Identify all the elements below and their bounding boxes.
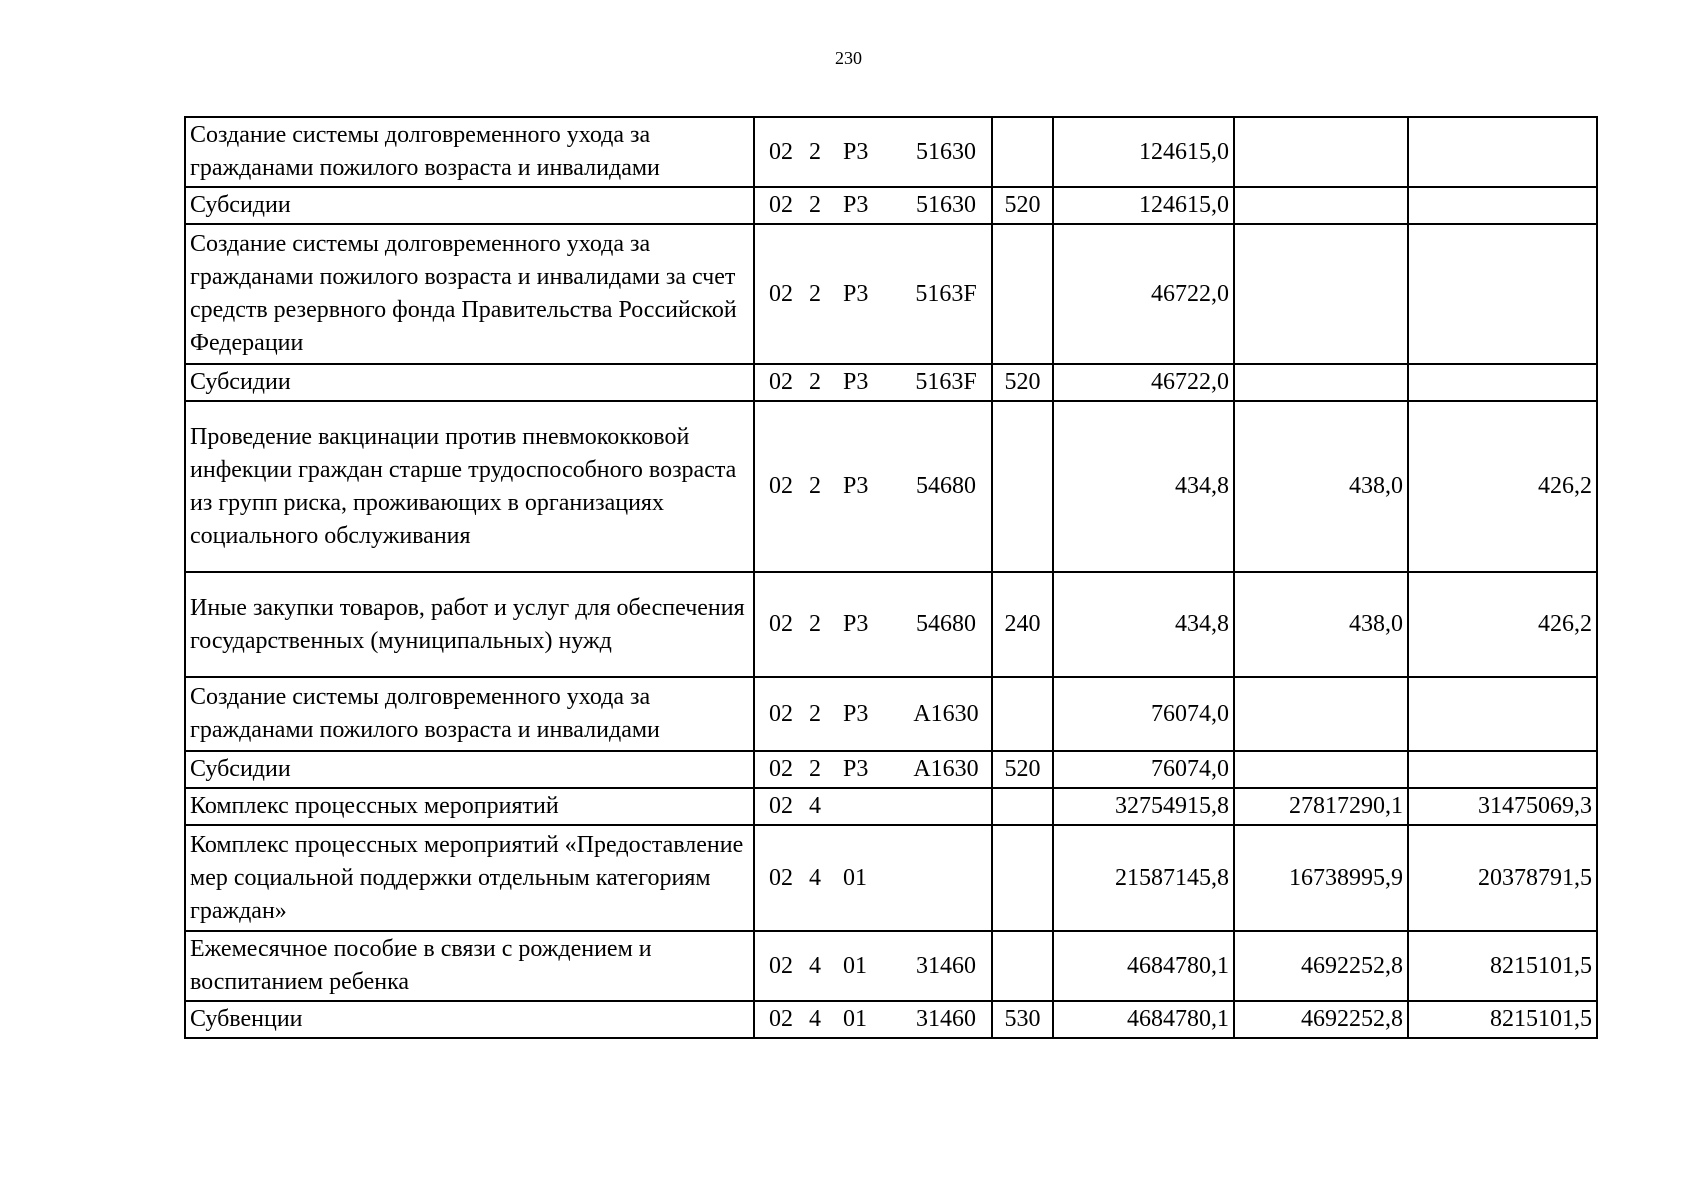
code-subprogram: 2 xyxy=(809,700,821,727)
table-row xyxy=(185,364,1597,401)
row-amount-year-1: 46722,0 xyxy=(1053,364,1234,401)
code-direction: Р3 xyxy=(843,138,869,165)
code-subprogram: 4 xyxy=(809,793,821,819)
code-subprogram: 2 xyxy=(809,192,821,218)
code-subprogram: 4 xyxy=(809,1006,821,1032)
code-subprogram: 2 xyxy=(809,756,821,782)
row-amount-year-2: 27817290,1 xyxy=(1234,788,1408,825)
row-amount-year-3 xyxy=(1408,677,1597,751)
code-item: 51630 xyxy=(916,192,976,218)
page-number: 230 xyxy=(835,48,862,68)
row-name-cell: Создание системы долговременного ухода за гражданами пожилого возраста и инвалидами за счет средств резервного фонда Правительства Российской Федерации xyxy=(185,224,754,364)
code-subprogram: 2 xyxy=(809,280,821,307)
row-code-cell xyxy=(754,931,992,1001)
code-program: 02 xyxy=(769,756,793,782)
row-name-cell: Субвенции xyxy=(185,1001,754,1038)
row-amount-year-3: 31475069,3 xyxy=(1408,788,1597,825)
code-direction: Р3 xyxy=(843,473,869,499)
row-name-cell: Комплекс процессных мероприятий «Предоставление мер социальной поддержки отдельным категориям граждан» xyxy=(185,825,754,931)
row-code-cell xyxy=(754,1001,992,1038)
code-item: А1630 xyxy=(913,756,979,782)
row-code-cell xyxy=(754,117,992,187)
table-row xyxy=(185,931,1597,1001)
row-code-cell xyxy=(754,187,992,224)
row-name-cell: Ежемесячное пособие в связи с рождением и воспитанием ребенка xyxy=(185,931,754,1001)
row-amount-year-1: 21587145,8 xyxy=(1053,825,1234,931)
row-expense-type-cell: 520 xyxy=(992,364,1053,401)
row-amount-year-3: 20378791,5 xyxy=(1408,825,1597,931)
row-amount-year-2: 438,0 xyxy=(1234,572,1408,677)
code-direction: Р3 xyxy=(843,700,869,727)
code-program: 02 xyxy=(769,473,793,499)
code-program: 02 xyxy=(769,952,793,979)
row-name-cell: Субсидии xyxy=(185,364,754,401)
row-amount-year-1: 124615,0 xyxy=(1053,117,1234,187)
code-item: 5163F xyxy=(915,369,977,395)
row-amount-year-2 xyxy=(1234,224,1408,364)
code-program: 02 xyxy=(769,611,793,637)
code-program: 02 xyxy=(769,192,793,218)
row-amount-year-1: 76074,0 xyxy=(1053,677,1234,751)
row-code-cell xyxy=(754,825,992,931)
row-expense-type-cell xyxy=(992,788,1053,825)
code-item: 51630 xyxy=(916,138,976,165)
row-amount-year-2: 4692252,8 xyxy=(1234,1001,1408,1038)
code-program: 02 xyxy=(769,1006,793,1032)
row-amount-year-3 xyxy=(1408,117,1597,187)
row-amount-year-3 xyxy=(1408,187,1597,224)
budget-table xyxy=(184,116,1598,1039)
row-amount-year-1: 4684780,1 xyxy=(1053,931,1234,1001)
code-subprogram: 4 xyxy=(809,952,821,979)
row-amount-year-2 xyxy=(1234,751,1408,788)
code-direction: Р3 xyxy=(843,369,869,395)
row-expense-type-cell: 240 xyxy=(992,572,1053,677)
code-item: А1630 xyxy=(913,700,979,727)
row-amount-year-1: 124615,0 xyxy=(1053,187,1234,224)
code-item: 5163F xyxy=(915,280,977,307)
table-row xyxy=(185,572,1597,677)
code-program: 02 xyxy=(769,369,793,395)
table-row xyxy=(185,1001,1597,1038)
row-amount-year-2: 4692252,8 xyxy=(1234,931,1408,1001)
code-subprogram: 4 xyxy=(809,864,821,891)
row-amount-year-2 xyxy=(1234,187,1408,224)
row-amount-year-1: 434,8 xyxy=(1053,572,1234,677)
row-name-cell: Субсидии xyxy=(185,751,754,788)
row-amount-year-3 xyxy=(1408,751,1597,788)
row-amount-year-3 xyxy=(1408,364,1597,401)
row-expense-type-cell xyxy=(992,931,1053,1001)
row-amount-year-2: 16738995,9 xyxy=(1234,825,1408,931)
row-expense-type-cell xyxy=(992,224,1053,364)
row-amount-year-3: 8215101,5 xyxy=(1408,931,1597,1001)
code-subprogram: 2 xyxy=(809,369,821,395)
row-expense-type-cell xyxy=(992,117,1053,187)
row-name-cell: Иные закупки товаров, работ и услуг для обеспечения государственных (муниципальных) нужд xyxy=(185,572,754,677)
code-program: 02 xyxy=(769,138,793,165)
code-program: 02 xyxy=(769,864,793,891)
row-name-cell: Комплекс процессных мероприятий xyxy=(185,788,754,825)
code-subprogram: 2 xyxy=(809,611,821,637)
row-expense-type-cell: 520 xyxy=(992,751,1053,788)
code-direction: 01 xyxy=(843,1006,867,1032)
code-program: 02 xyxy=(769,280,793,307)
budget-table-body xyxy=(185,117,1597,1038)
row-expense-type-cell: 530 xyxy=(992,1001,1053,1038)
code-subprogram: 2 xyxy=(809,473,821,499)
row-code-cell xyxy=(754,572,992,677)
code-item: 54680 xyxy=(916,611,976,637)
table-row xyxy=(185,677,1597,751)
row-expense-type-cell xyxy=(992,825,1053,931)
row-code-cell xyxy=(754,224,992,364)
row-amount-year-3: 426,2 xyxy=(1408,572,1597,677)
table-row xyxy=(185,187,1597,224)
code-item: 54680 xyxy=(916,473,976,499)
row-amount-year-3: 8215101,5 xyxy=(1408,1001,1597,1038)
table-row xyxy=(185,825,1597,931)
row-code-cell xyxy=(754,364,992,401)
row-amount-year-1: 4684780,1 xyxy=(1053,1001,1234,1038)
code-direction: 01 xyxy=(843,864,867,891)
row-name-cell: Проведение вакцинации против пневмококковой инфекции граждан старше трудоспособного возраста из групп риска, проживающих в организациях социального обслуживания xyxy=(185,401,754,572)
row-code-cell xyxy=(754,788,992,825)
code-direction: Р3 xyxy=(843,756,869,782)
table-row xyxy=(185,117,1597,187)
code-program: 02 xyxy=(769,793,793,819)
code-direction: Р3 xyxy=(843,611,869,637)
code-direction: Р3 xyxy=(843,280,869,307)
row-expense-type-cell xyxy=(992,677,1053,751)
row-amount-year-1: 32754915,8 xyxy=(1053,788,1234,825)
row-name-cell: Создание системы долговременного ухода за гражданами пожилого возраста и инвалидами xyxy=(185,677,754,751)
row-amount-year-2 xyxy=(1234,677,1408,751)
row-amount-year-2 xyxy=(1234,117,1408,187)
row-code-cell xyxy=(754,401,992,572)
row-name-cell: Создание системы долговременного ухода за гражданами пожилого возраста и инвалидами xyxy=(185,117,754,187)
row-code-cell xyxy=(754,751,992,788)
code-program: 02 xyxy=(769,700,793,727)
code-direction: 01 xyxy=(843,952,867,979)
row-expense-type-cell xyxy=(992,401,1053,572)
row-amount-year-2: 438,0 xyxy=(1234,401,1408,572)
row-amount-year-1: 76074,0 xyxy=(1053,751,1234,788)
table-row xyxy=(185,751,1597,788)
row-amount-year-1: 46722,0 xyxy=(1053,224,1234,364)
code-item: 31460 xyxy=(916,1006,976,1032)
row-amount-year-2 xyxy=(1234,364,1408,401)
table-row xyxy=(185,401,1597,572)
row-code-cell xyxy=(754,677,992,751)
row-expense-type-cell: 520 xyxy=(992,187,1053,224)
table-row xyxy=(185,224,1597,364)
row-amount-year-3: 426,2 xyxy=(1408,401,1597,572)
row-name-cell: Субсидии xyxy=(185,187,754,224)
code-item: 31460 xyxy=(916,952,976,979)
code-subprogram: 2 xyxy=(809,138,821,165)
row-amount-year-3 xyxy=(1408,224,1597,364)
code-direction: Р3 xyxy=(843,192,869,218)
row-amount-year-1: 434,8 xyxy=(1053,401,1234,572)
table-row xyxy=(185,788,1597,825)
